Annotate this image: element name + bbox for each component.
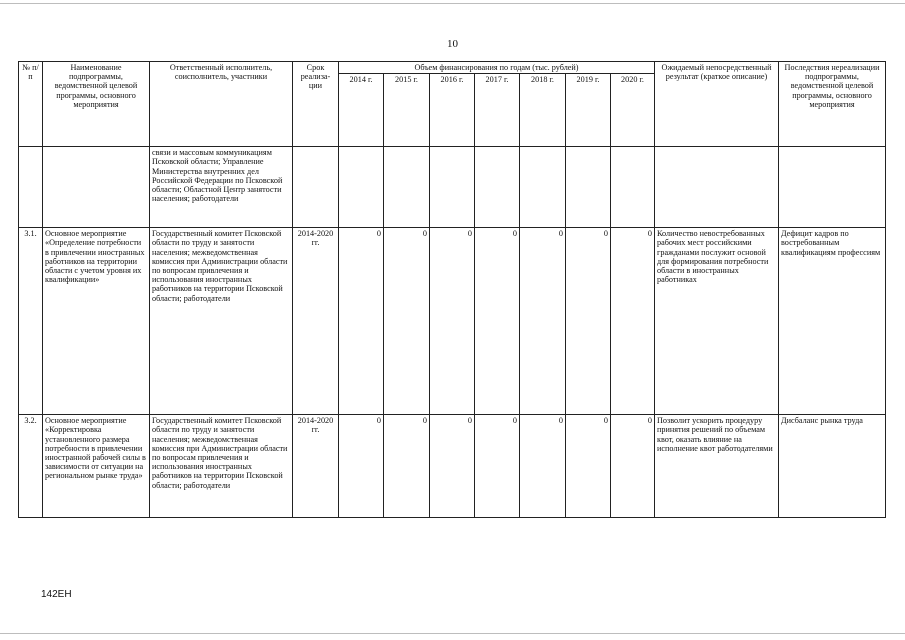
result-cell: Позволит ускорить процедуру принятия решений по объемам квот, оказать влияние на исполнение квот работодателями [655, 415, 779, 518]
header-year: 2019 г. [566, 74, 611, 147]
value-2018: 0 [520, 415, 566, 518]
header-row [19, 62, 886, 74]
term-cell: 2014-2020 гг. [293, 415, 339, 518]
value-2014: 0 [339, 415, 384, 518]
header-term: Срок реализа-ции [293, 62, 339, 147]
result-cell: Количество невостребованных рабочих мест российскими гражданами послужит основой для формирования потребности области в иностранных работниках [655, 228, 779, 415]
header-year: 2018 г. [520, 74, 566, 147]
table-row [19, 415, 886, 518]
document-code: 142ЕН [41, 589, 72, 600]
value-2015: 0 [384, 228, 430, 415]
value-2017: 0 [475, 228, 520, 415]
measure-name: Основное мероприятие «Определение потребности в привлечении иностранных работников на территории области с учетом уровня их квалификации» [43, 228, 150, 415]
executor-cell: Государственный комитет Псковской области по труду и занятости населения; межведомственная комиссия при Администрации области по вопросам привлечения и использования иностранных работников на территории Псковской области; работодатели [150, 415, 293, 518]
value-2019: 0 [566, 415, 611, 518]
scan-top-edge [0, 3, 905, 4]
scan-bottom-edge [0, 633, 905, 634]
measure-name: Основное мероприятие «Корректировка установленного размера потребности в привлечении иностранной рабочей силы в зависимости от ситуации на региональном рынке труда» [43, 415, 150, 518]
value-2017: 0 [475, 415, 520, 518]
header-year: 2014 г. [339, 74, 384, 147]
header-result: Ожидаемый непосредственный результат (краткое описание) [655, 62, 779, 147]
value-2016: 0 [430, 228, 475, 415]
row-number: 3.1. [19, 228, 43, 415]
value-2015: 0 [384, 415, 430, 518]
header-year: 2015 г. [384, 74, 430, 147]
value-2016: 0 [430, 415, 475, 518]
executor-cell: связи и массовым коммуникациям Псковской области; Управление Министерства внутренних дел Российской Федерации по Псковской области; Областной Центр занятости населения; работодатели [150, 147, 293, 228]
value-2020: 0 [611, 228, 655, 415]
value-2019: 0 [566, 228, 611, 415]
value-2014: 0 [339, 228, 384, 415]
header-year: 2020 г. [611, 74, 655, 147]
header-executor: Ответственный исполнитель, соисполнитель, участники [150, 62, 293, 147]
consequences-cell: Дисбаланс рынка труда [779, 415, 886, 518]
header-num: № п/п [19, 62, 43, 147]
header-consequences: Последствия нереализации подпрограммы, ведомственной целевой программы, основного мероприятия [779, 62, 886, 147]
term-cell: 2014-2020 гг. [293, 228, 339, 415]
value-2018: 0 [520, 228, 566, 415]
value-2020: 0 [611, 415, 655, 518]
header-name: Наименование подпрограммы, ведомственной целевой программы, основного мероприятия [43, 62, 150, 147]
table-row [19, 228, 886, 415]
continuation-row [19, 147, 886, 228]
row-number: 3.2. [19, 415, 43, 518]
header-year: 2017 г. [475, 74, 520, 147]
executor-cell: Государственный комитет Псковской области по труду и занятости населения; межведомственная комиссия при Администрации области по вопросам привлечения и использования иностранных работников на территории Псковской области; работодатели [150, 228, 293, 415]
page-number: 10 [447, 38, 458, 50]
header-year: 2016 г. [430, 74, 475, 147]
consequences-cell: Дефицит кадров по востребованным квалификациям профессиям [779, 228, 886, 415]
program-table [18, 61, 886, 518]
header-financing: Объем финансирования по годам (тыс. рублей) [339, 62, 655, 74]
